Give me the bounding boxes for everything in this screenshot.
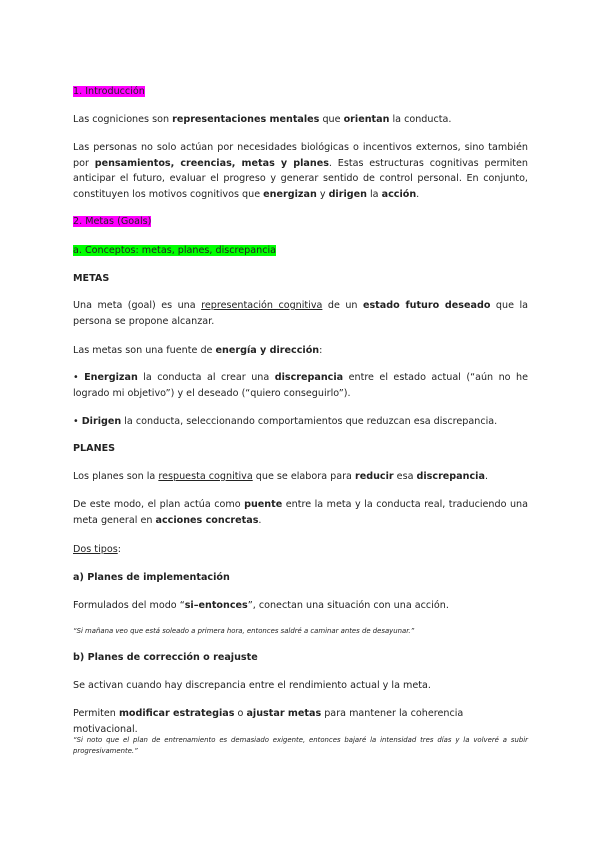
correction-heading: b) Planes de corrección o reajuste — [73, 652, 258, 663]
intro-heading: 1. Introducción — [73, 86, 145, 97]
metas-bullet-1: • Energizan la conducta al crear una discrepancia entre el estado actual (“aún no he logrado mi objetivo”) y el deseado (“quiero conseguirlo”). — [73, 372, 528, 399]
concepts-heading: a. Conceptos: metas, planes, discrepancia — [73, 245, 277, 256]
planes-paragraph-2: De este modo, el plan actúa como puente entre la meta y la conducta real, traduciendo una meta general en acciones concretas. — [73, 499, 528, 526]
implementation-paragraph: Formulados del modo “si–entonces”, conectan una situación con una acción. — [73, 600, 449, 611]
metas-paragraph-2: Las metas son una fuente de energía y dirección: — [73, 345, 323, 356]
intro-paragraph-1: Las cogniciones son representaciones mentales que orientan la conducta. — [73, 114, 452, 125]
planes-label: PLANES — [73, 443, 116, 454]
planes-paragraph-1: Los planes son la respuesta cognitiva que se elabora para reducir esa discrepancia. — [73, 471, 488, 482]
types-label: Dos tipos: — [73, 544, 121, 555]
goals-heading: 2. Metas (Goals) — [73, 216, 152, 227]
metas-bullet-2: • Dirigen la conducta, seleccionando comportamientos que reduzcan esa discrepancia. — [73, 416, 498, 427]
metas-paragraph-1: Una meta (goal) es una representación cognitiva de un estado futuro deseado que la persona se propone alcanzar. — [73, 300, 529, 327]
correction-paragraph-1: Se activan cuando hay discrepancia entre el rendimiento actual y la meta. — [73, 680, 431, 691]
metas-label: METAS — [73, 273, 110, 284]
implementation-heading: a) Planes de implementación — [73, 572, 230, 583]
correction-paragraph-2: Permiten modificar estrategias o ajustar metas para mantener la coherencia motivacional. — [73, 708, 464, 735]
intro-paragraph-2: Las personas no solo actúan por necesidades biológicas o incentivos externos, sino también por pensamientos, creencias, metas y planes. Estas estructuras cognitivas permiten anticipar el futuro, evaluar el progreso y generar sentido de control personal. En conjunto, constituyen los motivos cognitivos que energizan y dirigen la acción. — [73, 142, 528, 200]
correction-quote: “Si noto que el plan de entrenamiento es demasiado exigente, entonces bajaré la intensidad tres días y la volveré a subir progresivamente.” — [73, 736, 528, 755]
implementation-quote: “Si mañana veo que está soleado a primera hora, entonces saldré a caminar antes de desayunar.” — [73, 627, 415, 635]
